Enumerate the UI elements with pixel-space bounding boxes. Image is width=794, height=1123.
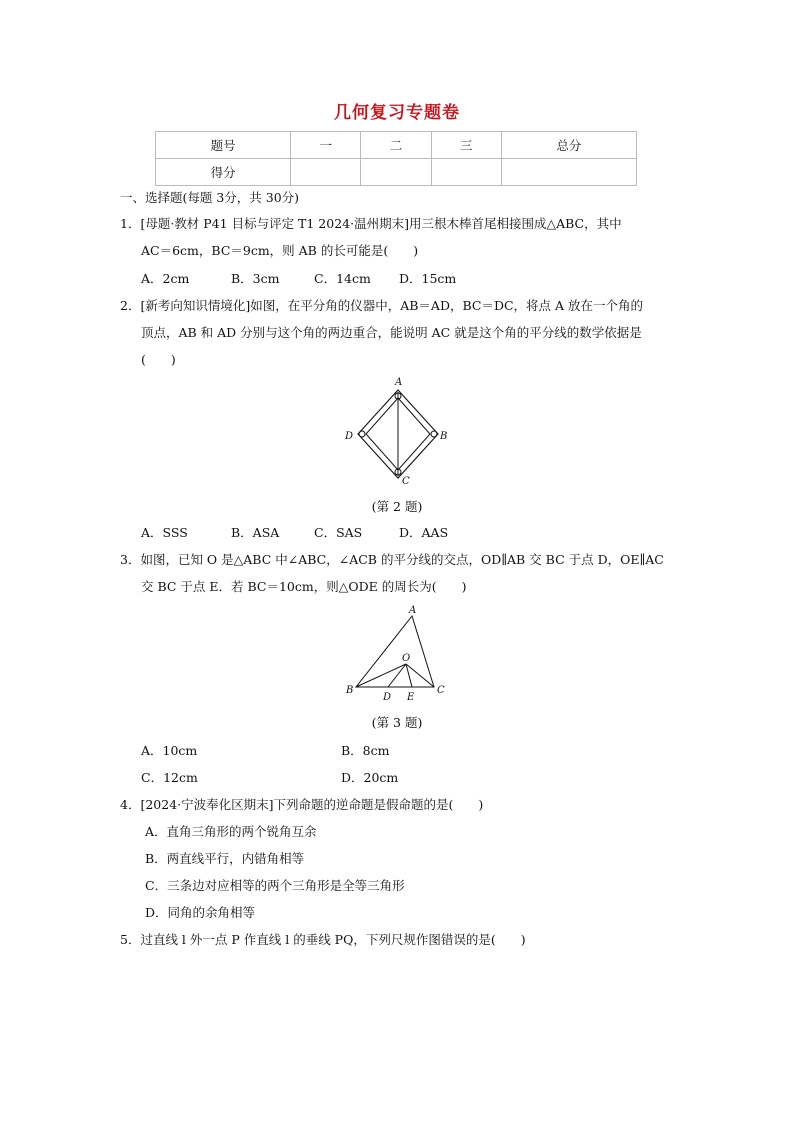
- section-heading: 一、选择题(每题 3分，共 30分): [120, 190, 300, 205]
- label-c: C: [402, 476, 410, 487]
- score-table: [155, 131, 637, 186]
- q4-stem: 4．[2024·宁波奉化区期末]下列命题的逆命题是假命题的是( ): [120, 797, 484, 812]
- score-cell: [431, 159, 501, 186]
- score-header-row: [156, 132, 637, 159]
- q1-stem-line1: 1．[母题·教材 P41 目标与评定 T1 2024·温州期末]用三根木棒首尾相接围成△ABC，其中: [120, 216, 622, 231]
- score-cell: [361, 159, 431, 186]
- q1-option-d[interactable]: D．15cm: [399, 271, 457, 286]
- q5-stem: 5．过直线 l 外一点 P 作直线 l 的垂线 PQ，下列尺规作图错误的是( ): [120, 932, 526, 947]
- score-value-row: [156, 159, 637, 186]
- label-d: D: [383, 692, 392, 703]
- q2-option-c[interactable]: C．SAS: [314, 525, 363, 540]
- label-e: E: [407, 692, 415, 703]
- score-header-cell: 总分: [501, 132, 636, 159]
- score-header-cell: 三: [431, 132, 501, 159]
- score-header-cell: 一: [291, 132, 361, 159]
- label-a: A: [409, 605, 417, 616]
- q3-stem-line1: 3．如图，已知 O 是△ABC 中∠ABC，∠ACB 的平分线的交点，OD∥AB 交 BC 于点 D，OE∥AC: [120, 552, 664, 567]
- label-a: A: [395, 377, 403, 388]
- q2-stem-line1: 2．[新考向知识情境化]如图，在平分角的仪器中，AB＝AD，BC＝DC，将点 A 放在一个角的: [120, 298, 644, 313]
- score-cell: [291, 159, 361, 186]
- score-row-label: 得分: [156, 159, 291, 186]
- label-c: C: [437, 685, 445, 696]
- q3-caption: (第 3 题): [371, 715, 423, 730]
- q1-option-c[interactable]: C．14cm: [314, 271, 371, 286]
- score-header-cell: 题号: [156, 132, 291, 159]
- q4-option-a[interactable]: A．直角三角形的两个锐角互余: [145, 824, 317, 839]
- q1-option-a[interactable]: A．2cm: [141, 271, 190, 286]
- q4-option-c[interactable]: C．三条边对应相等的两个三角形是全等三角形: [145, 878, 405, 893]
- q2-option-a[interactable]: A．SSS: [141, 525, 188, 540]
- label-b: B: [346, 685, 354, 696]
- score-cell: [501, 159, 636, 186]
- q3-option-c[interactable]: C．12cm: [141, 770, 198, 785]
- q3-option-b[interactable]: B．8cm: [341, 743, 390, 758]
- score-header-cell: 二: [361, 132, 431, 159]
- q2-caption: (第 2 题): [371, 499, 423, 514]
- q3-option-a[interactable]: A．10cm: [141, 743, 198, 758]
- angle-bisector-instrument: [358, 390, 438, 478]
- q1-stem-line2: AC＝6cm，BC＝9cm，则 AB 的长可能是( ): [141, 243, 419, 258]
- q3-option-d[interactable]: D．20cm: [341, 770, 399, 785]
- page-title: 几何复习专题卷: [334, 103, 460, 123]
- q2-stem-line2: 顶点，AB 和 AD 分别与这个角的两边重合，能说明 AC 就是这个角的平分线的数学依据是: [141, 325, 642, 340]
- label-o: O: [402, 653, 411, 664]
- q2-option-d[interactable]: D．AAS: [399, 525, 449, 540]
- label-d: D: [345, 431, 354, 442]
- q1-option-b[interactable]: B．3cm: [231, 271, 280, 286]
- q2-stem-line3: ( ): [141, 352, 176, 367]
- q3-figure: [340, 600, 450, 705]
- label-b: B: [440, 431, 448, 442]
- q2-figure: [340, 372, 460, 490]
- q4-option-d[interactable]: D．同角的余角相等: [145, 905, 256, 920]
- q3-stem-line2: 交 BC 于点 E．若 BC＝10cm，则△ODE 的周长为( ): [141, 579, 467, 594]
- q4-option-b[interactable]: B．两直线平行，内错角相等: [145, 851, 305, 866]
- triangle-abc: [356, 616, 434, 687]
- q2-option-b[interactable]: B．ASA: [231, 525, 280, 540]
